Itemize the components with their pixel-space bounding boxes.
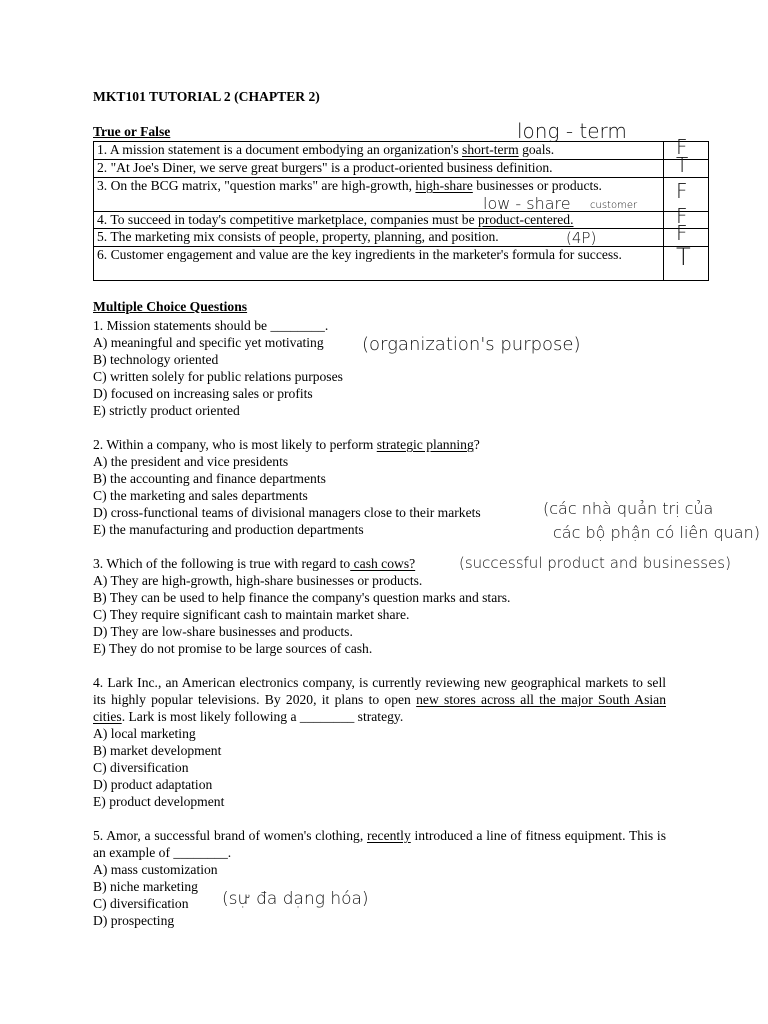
question-2-option-b: B) the accounting and finance departments — [93, 471, 326, 486]
question-1-stem: 1. Mission statements should be ________. — [93, 318, 329, 333]
question-4-option-c: C) diversification — [93, 760, 189, 775]
table-row — [94, 212, 709, 229]
question-3-stem: 3. Which of the following is true with regard to cash cows? — [93, 556, 416, 571]
answer-cell: F — [664, 142, 709, 160]
table-row — [94, 160, 709, 178]
handwritten-note-long-term: long - term — [517, 119, 627, 143]
answer-cell: T — [664, 247, 709, 281]
question-4-option-b: B) market development — [93, 743, 222, 758]
question-5-option-a: A) mass customization — [93, 862, 218, 877]
question-5-stem: 5. Amor, a successful brand of women's clothing, recently introduced a line of fitness equipment. This is an example of ________. — [93, 828, 666, 860]
true-false-table — [93, 135, 709, 281]
question-2-option-d: D) cross-functional teams of divisional managers close to their markets — [93, 505, 481, 520]
statement-cell: 1. A mission statement is a document embodying an organization's short-term goals. — [94, 142, 664, 160]
handwritten-note-customer: customer — [590, 200, 638, 211]
handwritten-note-q3: (successful product and businesses) — [459, 554, 731, 572]
question-5-option-c: C) diversification — [93, 896, 189, 911]
question-1-option-a: A) meaningful and specific yet motivating — [93, 335, 324, 350]
table-row — [94, 142, 709, 160]
true-false-heading: True or False — [93, 124, 171, 139]
question-2-option-e: E) the manufacturing and production departments — [93, 522, 364, 537]
handwritten-note-q2-line2: các bộ phận có liên quan) — [553, 523, 760, 542]
question-3-option-d: D) They are low-share businesses and products. — [93, 624, 353, 639]
question-3-option-b: B) They can be used to help finance the company's question marks and stars. — [93, 590, 511, 605]
mcq-heading: Multiple Choice Questions — [93, 299, 248, 314]
handwritten-note-q5: (sự đa dạng hóa) — [222, 889, 369, 909]
question-2-stem: 2. Within a company, who is most likely to perform strategic planning? — [93, 437, 480, 452]
handwritten-note-q1: (organization's purpose) — [362, 334, 581, 355]
question-2-option-c: C) the marketing and sales departments — [93, 488, 308, 503]
question-2-option-a: A) the president and vice presidents — [93, 454, 289, 469]
question-4-stem: 4. Lark Inc., an American electronics company, is currently reviewing new geographical markets to sell its highly popular televisions. By 2020, it plans to open new stores across all the major South Asian cities. Lark is most likely following a ________ strategy. — [93, 675, 666, 724]
handwritten-note-low-share: low - share — [483, 194, 571, 213]
statement-cell: 5. The marketing mix consists of people, property, planning, and position. — [94, 229, 664, 247]
answer-cell: F — [664, 212, 709, 229]
question-3-option-a: A) They are high-growth, high-share businesses or products. — [93, 573, 423, 588]
answer-cell: F — [664, 229, 709, 247]
page-title: MKT101 TUTORIAL 2 (CHAPTER 2) — [93, 89, 320, 104]
statement-cell: 4. To succeed in today's competitive marketplace, companies must be product-centered. — [94, 212, 664, 229]
table-row — [94, 247, 709, 281]
answer-cell: T — [664, 160, 709, 178]
question-1-option-b: B) technology oriented — [93, 352, 219, 367]
question-3-option-c: C) They require significant cash to maintain market share. — [93, 607, 410, 622]
question-5-option-b: B) niche marketing — [93, 879, 198, 894]
statement-cell: 2. "At Joe's Diner, we serve great burgers" is a product-oriented business definition. — [94, 160, 664, 178]
question-4-option-a: A) local marketing — [93, 726, 196, 741]
question-4-option-e: E) product development — [93, 794, 225, 809]
statement-cell: 3. On the BCG matrix, "question marks" are high-growth, high-share businesses or products. — [94, 178, 664, 212]
handwritten-note-q2-line1: (các nhà quản trị của — [543, 499, 714, 518]
statement-cell: 6. Customer engagement and value are the key ingredients in the marketer's formula for success. — [94, 247, 664, 281]
table-row — [94, 229, 709, 247]
handwritten-note-4p: (4P) — [566, 229, 597, 247]
question-1-option-e: E) strictly product oriented — [93, 403, 240, 418]
question-1-option-d: D) focused on increasing sales or profits — [93, 386, 313, 401]
question-3-option-e: E) They do not promise to be large sources of cash. — [93, 641, 373, 656]
question-5-option-d: D) prospecting — [93, 913, 175, 928]
question-4-option-d: D) product adaptation — [93, 777, 213, 792]
question-1-option-c: C) written solely for public relations purposes — [93, 369, 343, 384]
answer-cell: F — [664, 178, 709, 212]
